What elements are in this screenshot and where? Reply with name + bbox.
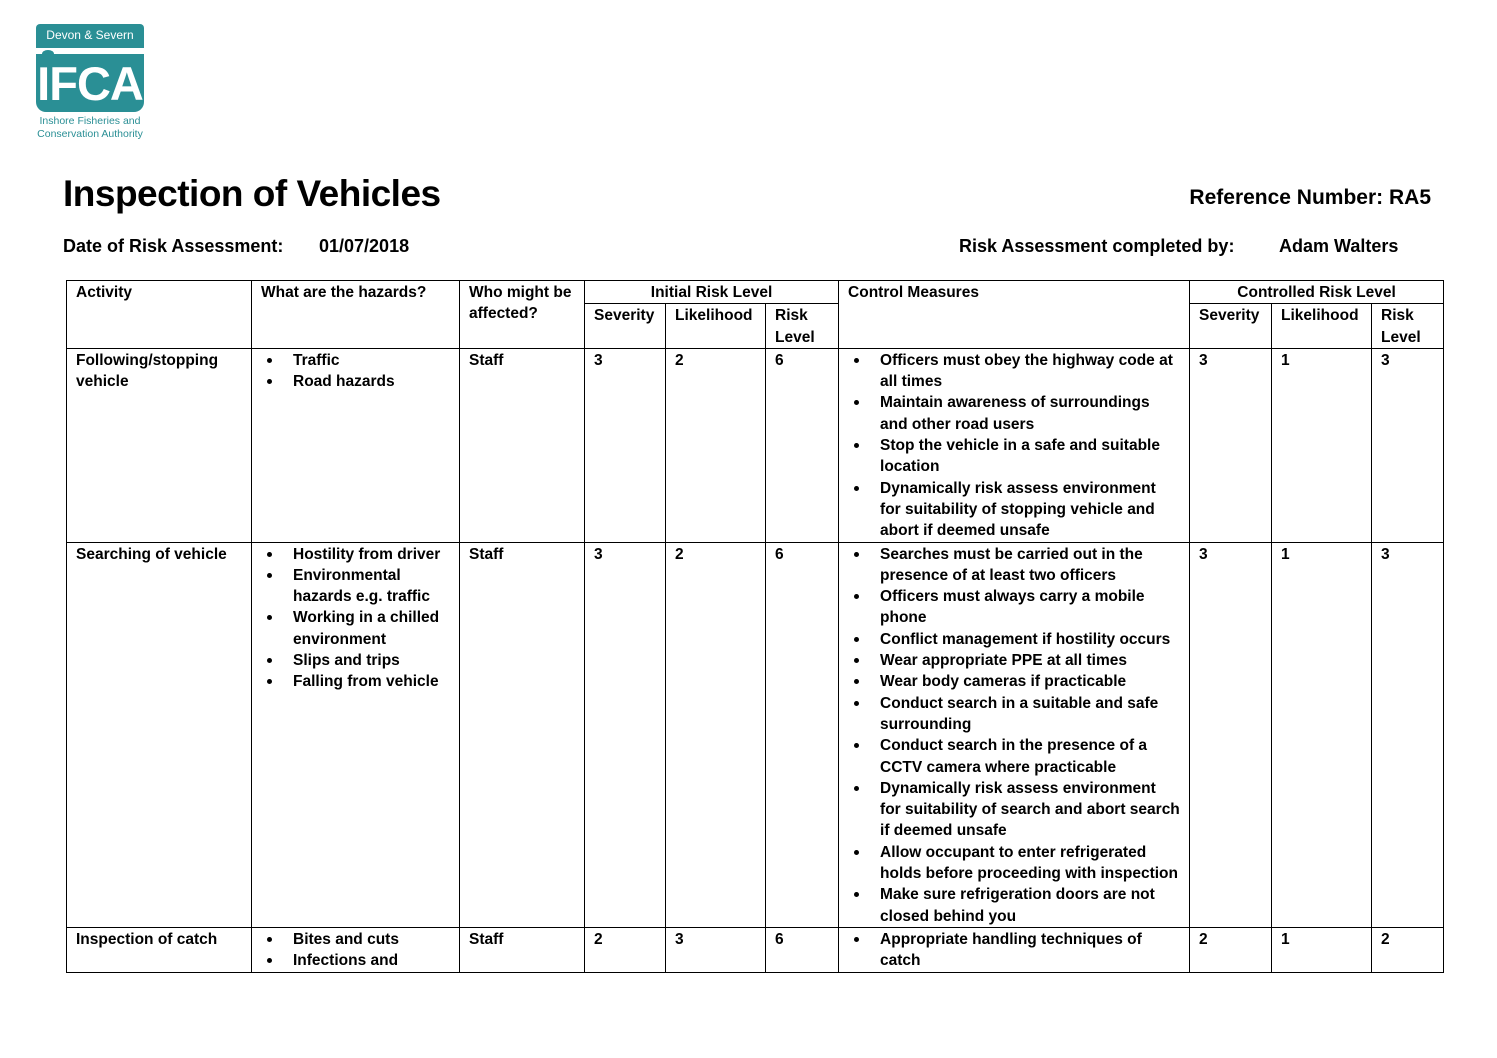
table-row xyxy=(67,348,1444,542)
completed-by-value: Adam Walters xyxy=(1279,236,1399,256)
header-initial-severity: Severity xyxy=(585,304,666,349)
header-hazards: What are the hazards? xyxy=(252,281,460,349)
control-item: Officers must obey the highway code at all times xyxy=(848,350,1180,393)
logo-subtitle-line-2: Conservation Authority xyxy=(37,128,143,140)
hazard-item: Falling from vehicle xyxy=(261,671,450,692)
header-controlled-risk: Controlled Risk Level xyxy=(1190,281,1444,304)
hazard-item: Hostility from driver xyxy=(261,544,450,565)
affected-cell: Staff xyxy=(460,927,585,972)
logo-main-text: IFCA xyxy=(36,54,144,112)
control-item: Appropriate handling techniques of catch xyxy=(848,929,1180,972)
controlled-risk-cell: 2 xyxy=(1372,927,1444,972)
controlled-severity-cell: 3 xyxy=(1190,348,1272,542)
activity-cell: Following/stopping vehicle xyxy=(67,348,252,542)
ifca-logo xyxy=(34,24,146,142)
logo-subtitle xyxy=(34,115,146,141)
control-measures-cell xyxy=(839,348,1190,542)
page-title: Inspection of Vehicles xyxy=(63,173,441,214)
table-row xyxy=(67,542,1444,927)
activity-cell: Searching of vehicle xyxy=(67,542,252,927)
controlled-risk-cell: 3 xyxy=(1372,348,1444,542)
header-controlled-risk-level: Risk Level xyxy=(1372,304,1444,349)
header-controlled-severity: Severity xyxy=(1190,304,1272,349)
control-item: Officers must always carry a mobile phone xyxy=(848,586,1180,629)
control-measures-cell xyxy=(839,927,1190,972)
initial-risk-cell: 6 xyxy=(766,542,839,927)
header-initial-risk-level: Risk Level xyxy=(766,304,839,349)
initial-severity-cell: 2 xyxy=(585,927,666,972)
initial-risk-cell: 6 xyxy=(766,348,839,542)
header-initial-risk: Initial Risk Level xyxy=(585,281,839,304)
initial-likelihood-cell: 2 xyxy=(666,348,766,542)
initial-likelihood-cell: 3 xyxy=(666,927,766,972)
header-control-measures: Control Measures xyxy=(839,281,1190,349)
date-label: Date of Risk Assessment: xyxy=(63,236,284,256)
affected-cell: Staff xyxy=(460,348,585,542)
initial-likelihood-cell: 2 xyxy=(666,542,766,927)
hazard-item: Infections and xyxy=(261,950,450,971)
controlled-severity-cell: 3 xyxy=(1190,542,1272,927)
date-value: 01/07/2018 xyxy=(319,236,410,256)
control-item: Searches must be carried out in the presence of at least two officers xyxy=(848,544,1180,587)
table-row xyxy=(67,927,1444,972)
control-item: Wear appropriate PPE at all times xyxy=(848,650,1180,671)
controlled-likelihood-cell: 1 xyxy=(1272,542,1372,927)
hazards-cell xyxy=(252,542,460,927)
control-item: Make sure refrigeration doors are not closed behind you xyxy=(848,884,1180,927)
logo-subtitle-line-1: Inshore Fisheries and xyxy=(39,115,141,127)
control-item: Conduct search in a suitable and safe surrounding xyxy=(848,693,1180,736)
completed-by-label: Risk Assessment completed by: xyxy=(959,236,1235,256)
initial-severity-cell: 3 xyxy=(585,542,666,927)
control-measures-cell xyxy=(839,542,1190,927)
control-item: Allow occupant to enter refrigerated holds before proceeding with inspection xyxy=(848,842,1180,885)
initial-severity-cell: 3 xyxy=(585,348,666,542)
control-item: Dynamically risk assess environment for suitability of stopping vehicle and abort if deemed unsafe xyxy=(848,478,1180,542)
activity-cell: Inspection of catch xyxy=(67,927,252,972)
control-item: Dynamically risk assess environment for suitability of search and abort search if deemed unsafe xyxy=(848,778,1180,842)
header-affected: Who might be affected? xyxy=(460,281,585,349)
control-item: Maintain awareness of surroundings and other road users xyxy=(848,392,1180,435)
hazard-item: Bites and cuts xyxy=(261,929,450,950)
hazard-item: Traffic xyxy=(261,350,450,371)
hazard-item: Road hazards xyxy=(261,371,450,392)
hazard-item: Environmental hazards e.g. traffic xyxy=(261,565,450,608)
reference-number: Reference Number: RA5 xyxy=(1189,186,1431,209)
hazard-item: Slips and trips xyxy=(261,650,450,671)
affected-cell: Staff xyxy=(460,542,585,927)
control-item: Stop the vehicle in a safe and suitable location xyxy=(848,435,1180,478)
hazards-cell xyxy=(252,927,460,972)
header-activity: Activity xyxy=(67,281,252,349)
header-controlled-likelihood: Likelihood xyxy=(1272,304,1372,349)
logo-top-text: Devon & Severn xyxy=(36,24,144,48)
control-item: Conduct search in the presence of a CCTV camera where practicable xyxy=(848,735,1180,778)
risk-assessment-table xyxy=(66,280,1444,973)
initial-risk-cell: 6 xyxy=(766,927,839,972)
hazard-item: Working in a chilled environment xyxy=(261,607,450,650)
controlled-risk-cell: 3 xyxy=(1372,542,1444,927)
controlled-likelihood-cell: 1 xyxy=(1272,927,1372,972)
header-row-1 xyxy=(67,281,1444,304)
controlled-severity-cell: 2 xyxy=(1190,927,1272,972)
control-item: Conflict management if hostility occurs xyxy=(848,629,1180,650)
controlled-likelihood-cell: 1 xyxy=(1272,348,1372,542)
hazards-cell xyxy=(252,348,460,542)
header-initial-likelihood: Likelihood xyxy=(666,304,766,349)
control-item: Wear body cameras if practicable xyxy=(848,671,1180,692)
